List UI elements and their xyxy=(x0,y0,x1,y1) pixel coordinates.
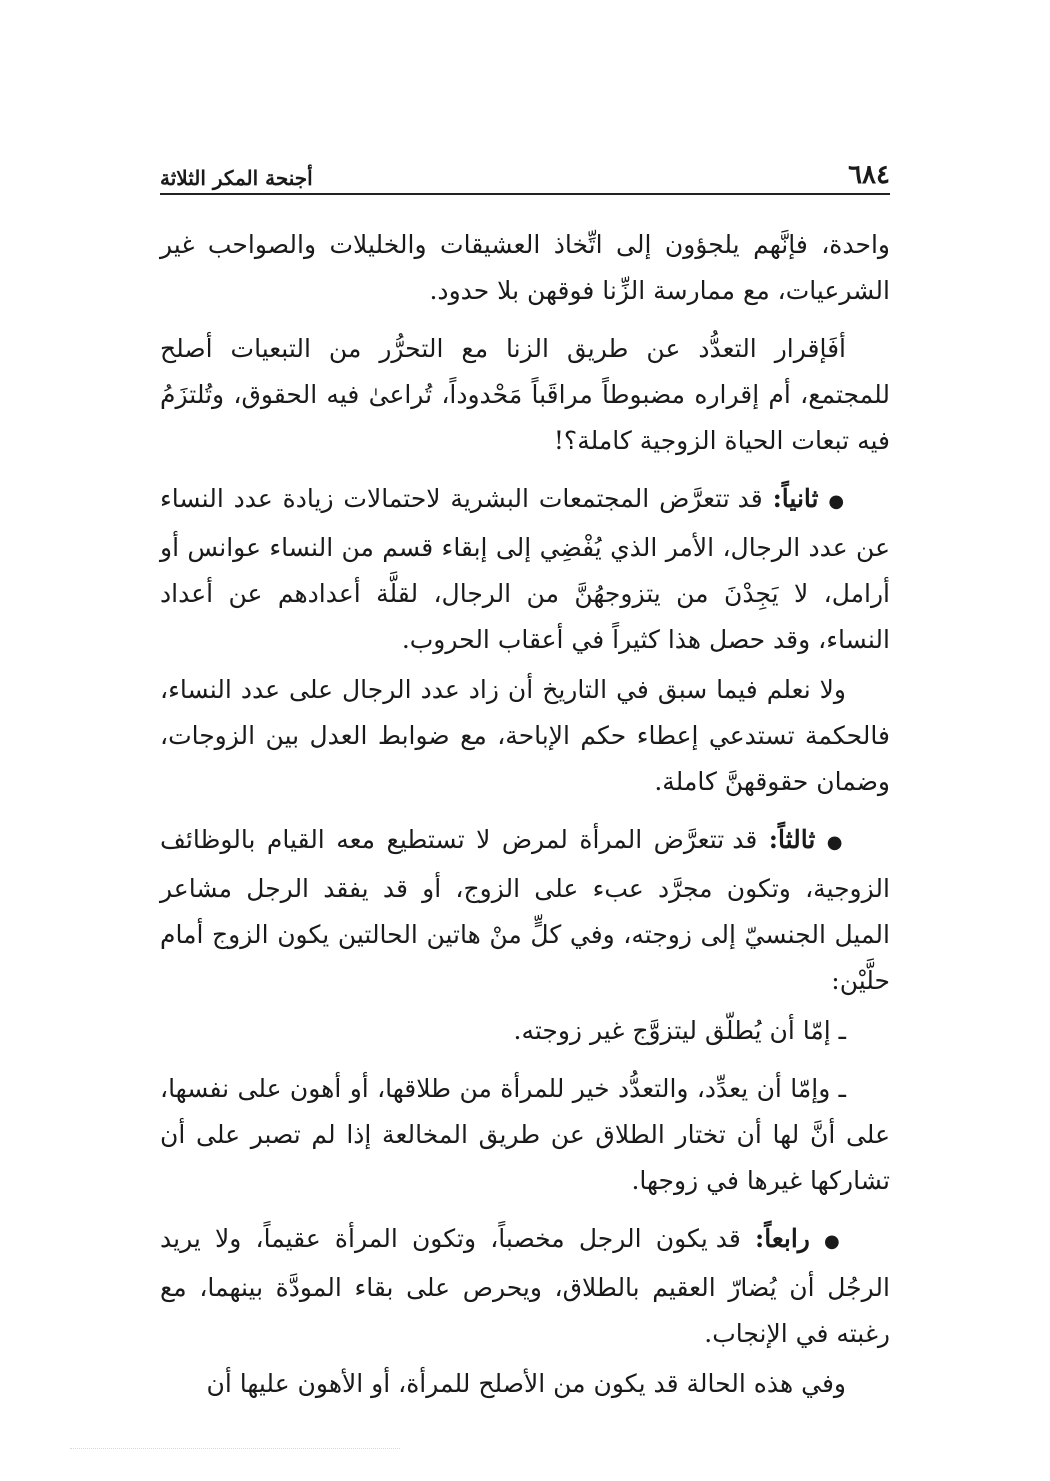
bullet-icon: ● xyxy=(828,491,846,512)
bullet-icon: ● xyxy=(826,832,846,853)
paragraph-4-text: ولا نعلم فيما سبق في التاريخ أن زاد عدد الرجال على عدد النساء، فالحكمة تستدعي إعطاء حكم الإباحة، مع ضوابط العدل بين الزوجات، وضمان حقوقهنَّ كاملة. xyxy=(160,675,890,796)
paragraph-8-text: قد يكون الرجل مخصباً، وتكون المرأة عقيماً، ولا يريد الرجُل أن يُضارّ العقيم بالطلاق، ويحرص على بقاء المودَّة بينهما، مع رغبته في الإنجاب. xyxy=(160,1224,890,1348)
paragraph-1-text: واحدة، فإنَّهم يلجؤون إلى اتِّخاذ العشيقات والخليلات والصواحب غير الشرعيات، مع ممارسة الزِّنا فوقهن بلا حدود. xyxy=(160,230,890,305)
paragraph-4 xyxy=(160,667,890,805)
paragraph-5 xyxy=(160,817,890,1004)
paragraph-5-text: قد تتعرَّض المرأة لمرض لا تستطيع معه القيام بالوظائف الزوجية، وتكون مجرَّد عبء على الزوج، أو قد يفقد الرجل مشاعر الميل الجنسيّ إلى زوجته، وفي كلٍّ منْ هاتين الحالتين يكون الزوج أمام حلَّيْن: xyxy=(160,825,890,995)
scan-artifact xyxy=(70,1448,400,1449)
body-text xyxy=(160,222,890,1419)
paragraph-3-lead: ثانياً: xyxy=(772,484,819,513)
paragraph-5-lead: ثالثاً: xyxy=(768,825,816,854)
header-rule xyxy=(160,193,890,195)
page-header xyxy=(160,150,890,190)
running-title: أجنحة المكر الثلاثة xyxy=(160,166,313,190)
paragraph-9 xyxy=(160,1361,890,1407)
paragraph-7-text: ـ وإمّا أن يعدِّد، والتعدُّد خير للمرأة من طلاقها، أو أهون على نفسها، على أنَّ لها أن تختار الطلاق عن طريق المخالعة إذا لم تصبر على أن تشاركها غيرها في زوجها. xyxy=(160,1074,890,1195)
paragraph-6-text: ـ إمّا أن يُطلّق ليتزوَّج غير زوجته. xyxy=(513,1016,846,1045)
paragraph-8 xyxy=(160,1216,890,1357)
bullet-icon: ● xyxy=(824,1231,846,1252)
paragraph-2-text: أفَإقرار التعدُّد عن طريق الزنا مع التحرُّر من التبعيات أصلح للمجتمع، أم إقراره مضبوطاً مراقَباً مَحْدوداً، تُراعىٰ فيه الحقوق، وتُلتزَمُ فيه تبعات الحياة الزوجية كاملة؟! xyxy=(160,334,890,455)
paragraph-6 xyxy=(160,1008,890,1054)
paragraph-9-text: وفي هذه الحالة قد يكون من الأصلح للمرأة، أو الأهون عليها أن xyxy=(206,1369,846,1398)
paragraph-8-lead: رابعاً: xyxy=(754,1224,810,1253)
paragraph-7 xyxy=(160,1066,890,1204)
paragraph-3-text: قد تتعرَّض المجتمعات البشرية لاحتمالات زيادة عدد النساء عن عدد الرجال، الأمر الذي يُفْضِي إلى إبقاء قسم من النساء عوانس أو أرامل، لا يَجِدْنَ من يتزوجهُنَّ من الرجال، لقلَّة أعدادهم عن أعداد النساء، وقد حصل هذا كثيراً في أعقاب الحروب. xyxy=(160,484,890,654)
paragraph-3 xyxy=(160,476,890,663)
page-number: ٦٨٤ xyxy=(848,160,890,190)
paragraph-2 xyxy=(160,326,890,464)
paragraph-1 xyxy=(160,222,890,314)
